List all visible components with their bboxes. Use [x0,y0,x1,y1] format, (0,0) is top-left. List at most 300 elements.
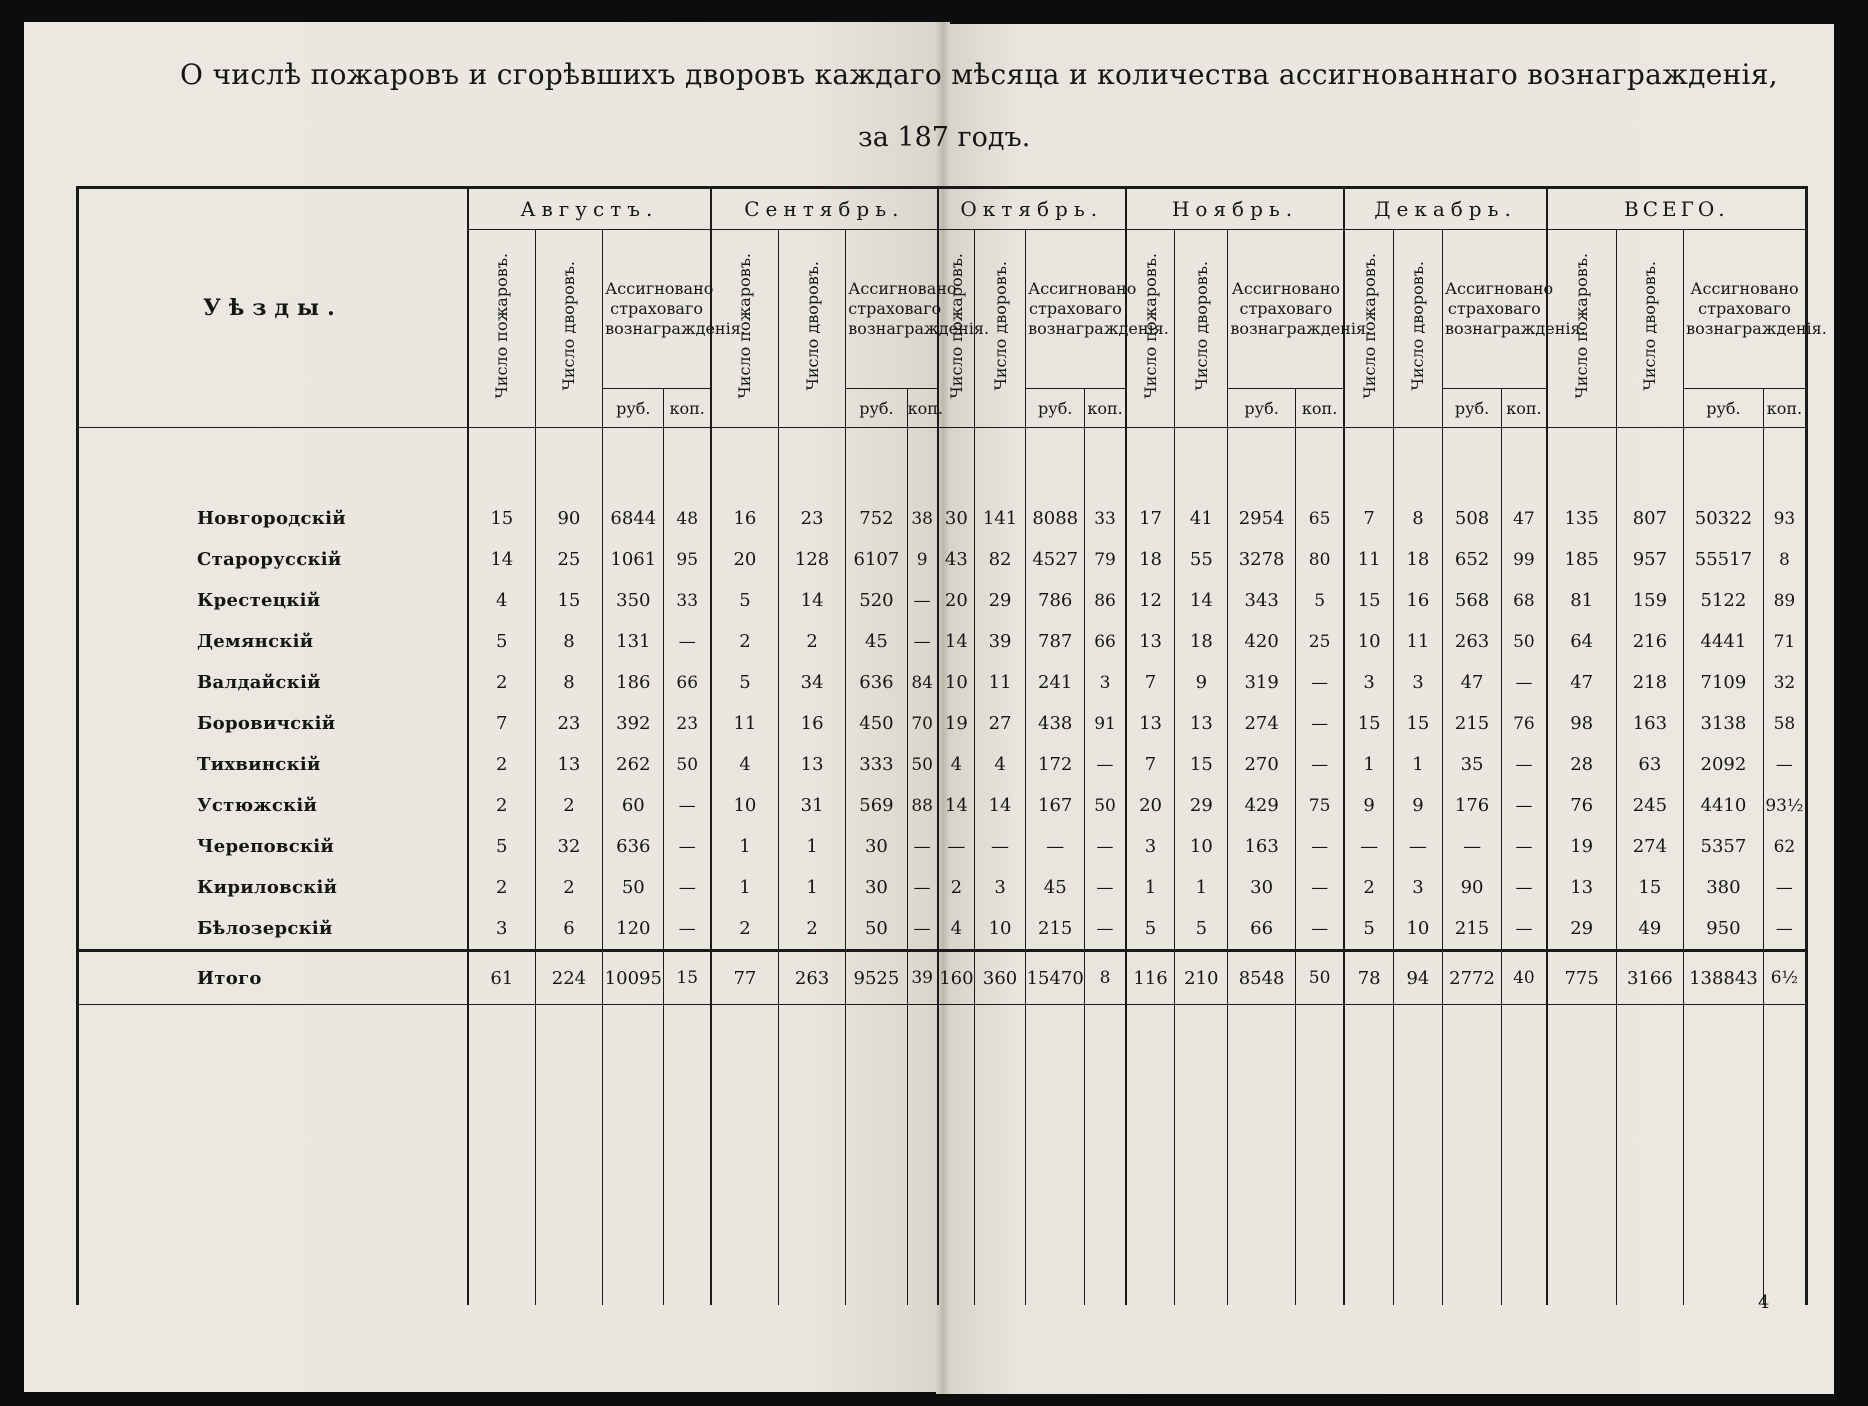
table-cell: 176 [1442,785,1501,826]
uezd-name-text: Череповскій [197,836,335,857]
table-cell: 10 [938,662,975,703]
table-cell: 333 [846,744,907,785]
table-cell: 34 [778,662,845,703]
uezd-name [78,908,468,951]
table-cell: 61 [468,951,535,1005]
page-title: О числѣ пожаровъ и сгорѣвшихъ дворовъ каждаго мѣсяца и количества ассигнованнаго вознагражденія, [180,58,1778,91]
table-cell: 75 [1295,785,1344,826]
table-cell: 13 [1126,703,1175,744]
table-cell: 50 [1295,951,1344,1005]
table-cell: 17 [1126,498,1175,539]
table-cell: 25 [535,539,602,580]
table-cell: 11 [1393,621,1442,662]
blank-cell [1026,1005,1085,1306]
table-cell: 6844 [603,498,664,539]
table-cell: — [1085,826,1126,867]
table-row [78,744,1807,785]
table-cell: — [1295,744,1344,785]
header-month-september: Сентябрь. [711,188,938,230]
table-cell: 40 [1502,951,1547,1005]
table-cell: 210 [1175,951,1228,1005]
table-cell: 47 [1547,662,1616,703]
table-cell: — [664,908,711,951]
table-cell: 5 [468,826,535,867]
table-cell: 1 [1175,867,1228,908]
table-cell: — [938,826,975,867]
uezd-name-text: Устюжскій [197,795,318,816]
header-kop: коп. [1085,389,1126,428]
header-assigned-total: Ассигновано страховаго вознагражденія. [1684,230,1807,389]
table-cell: 2 [938,867,975,908]
table-cell: — [664,621,711,662]
table-cell: 215 [1026,908,1085,951]
blank-cell [1763,1005,1806,1306]
table-cell: 5 [1295,580,1344,621]
header-uezdy: Уѣзды. [78,188,468,428]
blank-cell [1126,1005,1175,1306]
page-subtitle: за 187 годъ. [858,122,1031,153]
table-cell: 3 [1393,662,1442,703]
table-cell: 7 [468,703,535,744]
table-blank-tail [78,1005,1807,1306]
table-cell: 2954 [1228,498,1295,539]
table-cell: 50322 [1684,498,1764,539]
table-cell: 91 [1085,703,1126,744]
table-cell: 450 [846,703,907,744]
table-cell: 20 [711,539,778,580]
table-cell: 3 [975,867,1026,908]
table-cell: 82 [975,539,1026,580]
table-cell: 2 [535,867,602,908]
table-cell: 2 [468,744,535,785]
uezd-name-text: Старорусскій [197,549,342,570]
blank-cell [664,1005,711,1306]
table-cell: 636 [603,826,664,867]
table-cell: 8 [535,662,602,703]
table-cell: — [664,826,711,867]
table-row [78,867,1807,908]
table-cell: 128 [778,539,845,580]
table-cell: 58 [1763,703,1806,744]
table-cell: 15 [1393,703,1442,744]
table-cell: 4 [975,744,1026,785]
header-assigned: Ассигновано страховаго вознагражденія. [846,230,938,389]
table-cell: 93½ [1763,785,1806,826]
table-cell: — [1502,744,1547,785]
table-cell: — [664,867,711,908]
table-cell: 4410 [1684,785,1764,826]
table-cell: 5 [468,621,535,662]
table-cell: 23 [664,703,711,744]
blank-cell [1295,1005,1344,1306]
table-cell: 1 [1126,867,1175,908]
table-cell: 216 [1616,621,1683,662]
table-cell: 30 [1228,867,1295,908]
table-cell: 2 [468,785,535,826]
table-row [78,826,1807,867]
table-cell: 18 [1393,539,1442,580]
table-cell: 28 [1547,744,1616,785]
table-cell: 15 [664,951,711,1005]
table-cell: 2 [711,621,778,662]
table-cell: 270 [1228,744,1295,785]
table-cell: 438 [1026,703,1085,744]
table-cell: 1061 [603,539,664,580]
uezd-name [78,826,468,867]
header-rub: руб. [603,389,664,428]
table-cell: 15 [468,498,535,539]
table-cell: 172 [1026,744,1085,785]
header-kop: коп. [1295,389,1344,428]
table-cell: — [1295,867,1344,908]
table-cell: 5357 [1684,826,1764,867]
table-cell: 950 [1684,908,1764,951]
table-cell: — [1085,744,1126,785]
table-cell: 4 [711,744,778,785]
header-yards: Число дворовъ. [975,230,1026,428]
table-cell: 9525 [846,951,907,1005]
uezd-name [78,785,468,826]
table-cell: 10 [711,785,778,826]
table-cell: 520 [846,580,907,621]
table-cell: 10 [1175,826,1228,867]
table-cell: 39 [975,621,1026,662]
table-cell: 66 [1228,908,1295,951]
uezd-name [78,580,468,621]
table-cell: 32 [1763,662,1806,703]
header-fires: Число пожаровъ. [1126,230,1175,428]
table-cell: 62 [1763,826,1806,867]
table-cell: 10 [975,908,1026,951]
table-cell: 29 [975,580,1026,621]
blank-cell [78,1005,468,1306]
table-cell: 343 [1228,580,1295,621]
table-cell: 99 [1502,539,1547,580]
table-cell: 30 [938,498,975,539]
table-cell: 1 [1344,744,1393,785]
table-cell: 350 [603,580,664,621]
table-cell: 13 [1126,621,1175,662]
header-month-october: Октябрь. [938,188,1126,230]
table-cell: 10 [1393,908,1442,951]
header-yards: Число дворовъ. [535,230,602,428]
table-cell: 4 [938,908,975,951]
table-cell: 241 [1026,662,1085,703]
table-cell: 11 [975,662,1026,703]
blank-cell [1547,1005,1616,1306]
table-cell: 274 [1616,826,1683,867]
header-fires: Число пожаровъ. [711,230,778,428]
table-cell: 4441 [1684,621,1764,662]
table-cell: 2 [778,908,845,951]
table-cell: 60 [603,785,664,826]
blank-cell [603,1005,664,1306]
table-cell: 218 [1616,662,1683,703]
table-cell: 16 [711,498,778,539]
table-cell: 8 [1085,951,1126,1005]
table-cell: 20 [1126,785,1175,826]
table-cell: — [1026,826,1085,867]
uezd-name [78,867,468,908]
uezd-name-text: Кириловскій [197,877,338,898]
table-cell: 3278 [1228,539,1295,580]
header-month-december: Декабрь. [1344,188,1546,230]
table-cell: 3166 [1616,951,1683,1005]
table-cell: — [1763,908,1806,951]
table-cell: 3 [1393,867,1442,908]
blank-cell [1175,1005,1228,1306]
table-row [78,703,1807,744]
table-cell: 224 [535,951,602,1005]
table-cell: 86 [1085,580,1126,621]
table-cell: 68 [1502,580,1547,621]
table-row [78,539,1807,580]
table-cell: 48 [664,498,711,539]
table-cell: 30 [846,867,907,908]
table-cell: 263 [778,951,845,1005]
table-cell: — [1295,826,1344,867]
table-cell: 13 [1175,703,1228,744]
table-cell: 15470 [1026,951,1085,1005]
table-cell: 508 [1442,498,1501,539]
uezd-name-text: Новгородскій [197,508,346,529]
table-cell: 787 [1026,621,1085,662]
table-cell: 55517 [1684,539,1764,580]
uezd-name [78,539,468,580]
table-cell: 49 [1616,908,1683,951]
blank-cell [468,1005,535,1306]
table-cell: 15 [1175,744,1228,785]
header-month-august: Августъ. [468,188,711,230]
table-cell: 80 [1295,539,1344,580]
table-cell: 11 [1344,539,1393,580]
header-kop: коп. [1502,389,1547,428]
header-kop: коп. [907,389,938,428]
table-cell: 131 [603,621,664,662]
table-cell: 392 [603,703,664,744]
table-cell: 11 [711,703,778,744]
table-cell: 14 [1175,580,1228,621]
blank-cell [846,1005,907,1306]
table-cell: 16 [1393,580,1442,621]
table-cell: 245 [1616,785,1683,826]
table-row [78,785,1807,826]
blank-cell [711,1005,778,1306]
table-cell: 47 [1442,662,1501,703]
table-cell: — [1502,908,1547,951]
table-cell: 636 [846,662,907,703]
header-fires: Число пожаровъ. [938,230,975,428]
total-row [78,951,1807,1005]
table-cell: 93 [1763,498,1806,539]
table-cell: 4527 [1026,539,1085,580]
header-yards: Число дворовъ. [1616,230,1683,428]
table-cell: 95 [664,539,711,580]
table-cell: — [1502,662,1547,703]
table-cell: 79 [1085,539,1126,580]
uezd-name [78,951,468,1005]
table-cell: 5 [1344,908,1393,951]
header-yards: Число дворовъ. [1393,230,1442,428]
table-cell: 8 [1393,498,1442,539]
table-cell: 19 [1547,826,1616,867]
table-cell: — [907,867,938,908]
table-cell: 47 [1502,498,1547,539]
table-cell: 1 [711,826,778,867]
table-cell: 7 [1344,498,1393,539]
table-cell: 6107 [846,539,907,580]
table-cell: — [907,580,938,621]
table-cell: 568 [1442,580,1501,621]
blank-cell [1684,1005,1764,1306]
table-cell: 13 [778,744,845,785]
table-cell: 23 [778,498,845,539]
table-row [78,621,1807,662]
table-cell: 94 [1393,951,1442,1005]
table-cell: 15 [535,580,602,621]
table-cell: 420 [1228,621,1295,662]
table-cell: 41 [1175,498,1228,539]
blank-cell [1393,1005,1442,1306]
table-cell: 33 [1085,498,1126,539]
header-assigned: Ассигновано страховаго вознагражденія. [1442,230,1546,389]
header-assigned: Ассигновано страховаго вознагражденія. [603,230,711,389]
table-cell: 6½ [1763,951,1806,1005]
table-cell: 16 [778,703,845,744]
table-cell: 50 [664,744,711,785]
table-cell: 18 [1175,621,1228,662]
table-cell: 775 [1547,951,1616,1005]
table-cell: 35 [1442,744,1501,785]
table-cell: 3 [1126,826,1175,867]
table-cell: 3 [1085,662,1126,703]
table-cell: — [1295,908,1344,951]
table-cell: — [975,826,1026,867]
table-cell: 2092 [1684,744,1764,785]
table-cell: 5 [711,580,778,621]
table-cell: 10 [1344,621,1393,662]
table-cell: 90 [535,498,602,539]
table-cell: — [1393,826,1442,867]
table-cell: — [1295,662,1344,703]
header-kop: коп. [664,389,711,428]
table-cell: 1 [778,867,845,908]
table-cell: 2772 [1442,951,1501,1005]
table-cell: 50 [1085,785,1126,826]
table-cell: 569 [846,785,907,826]
table-cell: 4 [938,744,975,785]
table-cell: — [907,826,938,867]
table-row [78,662,1807,703]
table-cell: 3 [1344,662,1393,703]
table-cell: 163 [1228,826,1295,867]
table-cell: 9 [907,539,938,580]
table-cell: 2 [468,662,535,703]
table-cell: 9 [1344,785,1393,826]
blank-cell [1616,1005,1683,1306]
table-cell: 159 [1616,580,1683,621]
table-cell: 116 [1126,951,1175,1005]
table-cell: 2 [468,867,535,908]
uezd-name-text: Бѣлозерскій [197,918,333,939]
uezd-name-text: Итого [197,967,262,989]
table-cell: 215 [1442,703,1501,744]
header-total: ВСЕГО. [1547,188,1807,230]
table-cell: 2 [778,621,845,662]
table-cell: 163 [1616,703,1683,744]
table-cell: 14 [468,539,535,580]
table-cell: 1 [711,867,778,908]
header-rub: руб. [1684,389,1764,428]
table-cell: 50 [1502,621,1547,662]
table-cell: 84 [907,662,938,703]
table-cell: 141 [975,498,1026,539]
uezd-name [78,744,468,785]
table-cell: 429 [1228,785,1295,826]
table-cell: 31 [778,785,845,826]
blank-cell [1344,1005,1393,1306]
uezd-name [78,662,468,703]
blank-cell [938,1005,975,1306]
table-cell: 274 [1228,703,1295,744]
table-cell: 64 [1547,621,1616,662]
table-cell: 9 [1175,662,1228,703]
table-cell: 185 [1547,539,1616,580]
fires-table [76,186,1827,1305]
table-cell: 15 [1344,580,1393,621]
table-cell: 2 [711,908,778,951]
table-cell: 5 [711,662,778,703]
blank-cell [907,1005,938,1306]
table-cell: 1 [778,826,845,867]
table-cell: — [1085,908,1126,951]
table-cell: 1 [1393,744,1442,785]
table-cell: — [664,785,711,826]
table-cell: 45 [1026,867,1085,908]
table-cell: 3 [468,908,535,951]
table-cell: 81 [1547,580,1616,621]
table-cell: 76 [1502,703,1547,744]
table-cell: 8548 [1228,951,1295,1005]
table-cell: 18 [1126,539,1175,580]
blank-cell [1085,1005,1126,1306]
table-cell: 2 [535,785,602,826]
table-cell: 9 [1393,785,1442,826]
table-cell: 32 [535,826,602,867]
table-cell: 71 [1763,621,1806,662]
table-row [78,908,1807,951]
table-cell: 10095 [603,951,664,1005]
table-row [78,498,1807,539]
table-cell: 25 [1295,621,1344,662]
blank-cell [1442,1005,1501,1306]
table-cell: 160 [938,951,975,1005]
table-cell: 652 [1442,539,1501,580]
table-spacer [78,428,1807,499]
table-cell: 7109 [1684,662,1764,703]
table-cell: 78 [1344,951,1393,1005]
uezd-name [78,621,468,662]
table-cell: 66 [1085,621,1126,662]
header-fires: Число пожаровъ. [1547,230,1616,428]
table-cell: 752 [846,498,907,539]
table-cell: 186 [603,662,664,703]
table-cell: 5122 [1684,580,1764,621]
table-cell: 8 [1763,539,1806,580]
table-cell: 15 [1616,867,1683,908]
header-rub: руб. [846,389,907,428]
table-cell: 8088 [1026,498,1085,539]
